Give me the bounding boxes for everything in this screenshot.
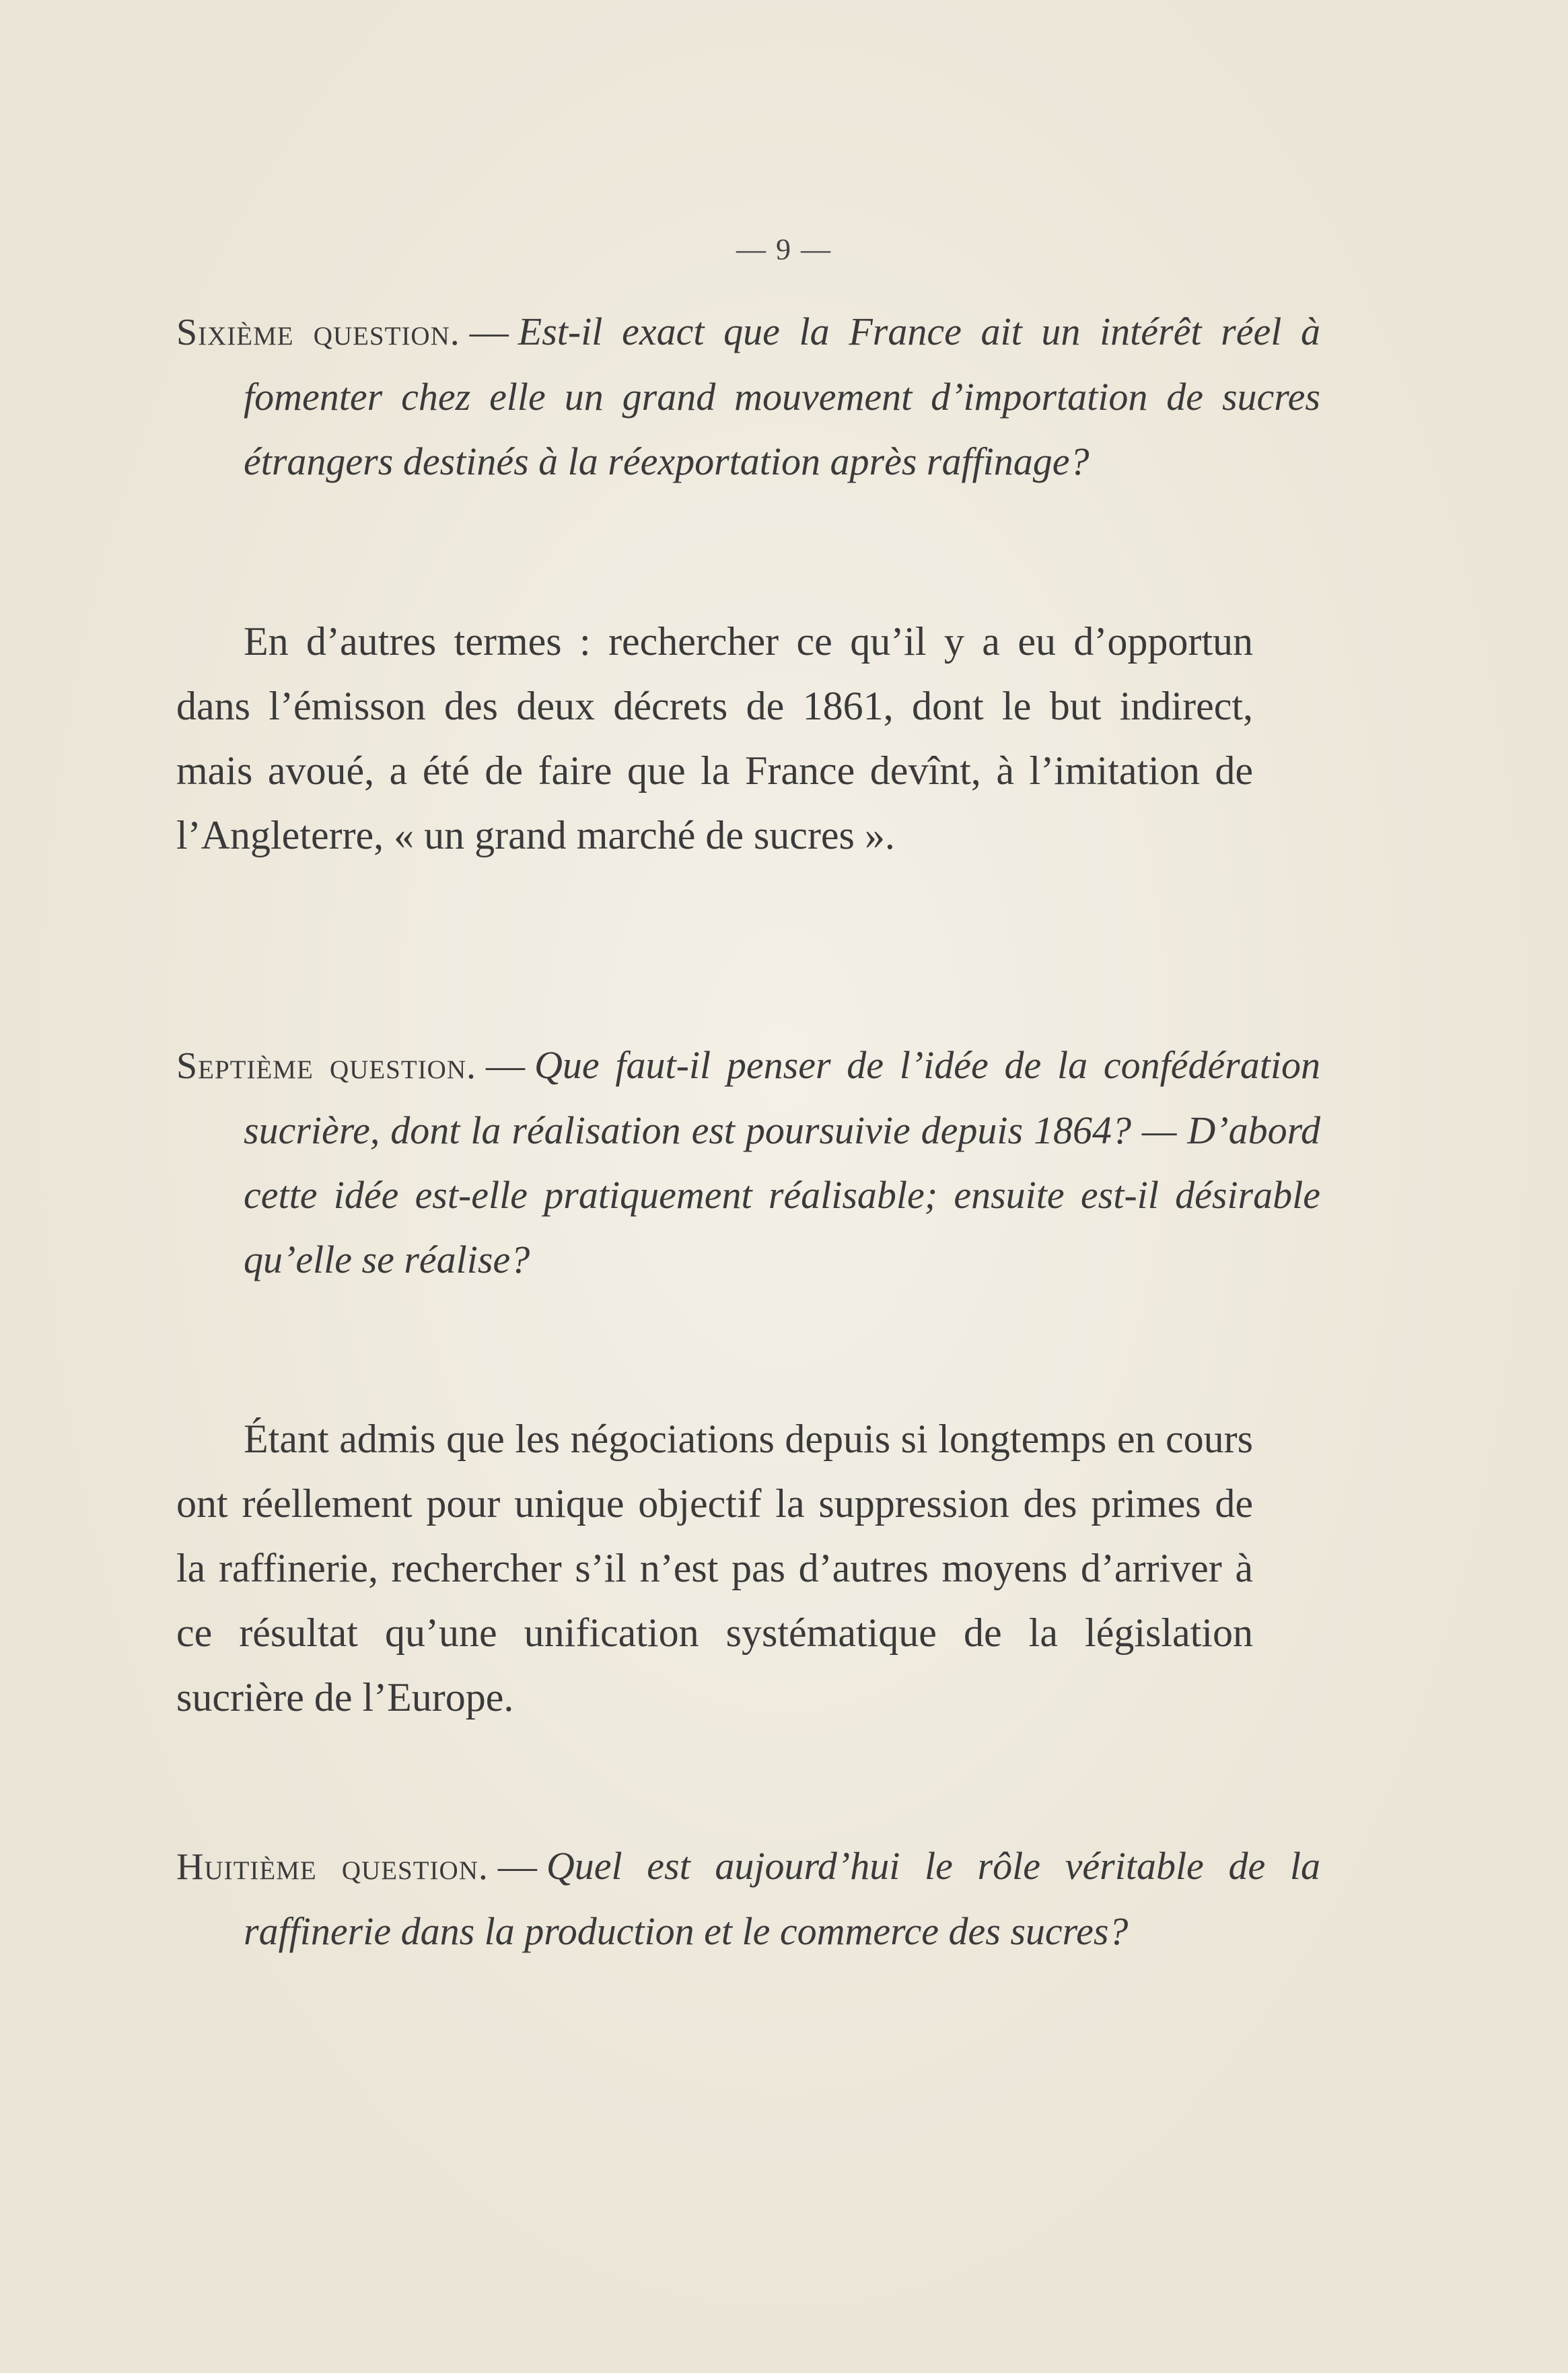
question-6-dash: —: [469, 310, 509, 353]
question-8-text: Quel est aujourd’hui le rôle véritable de la raffinerie dans la production et le commerce des sucres?: [244, 1844, 1321, 1953]
question-7-text: Que faut-il penser de l’idée de la confédération sucrière, dont la réalisation est poursuivie depuis 1864? — D’abord cette idée est-elle pratiquement réalisable; ensuite est-il désirable qu’elle se réalise?: [244, 1043, 1320, 1281]
question-6-text: Est-il exact que la France ait un intérêt réel à fomenter chez elle un grand mouvement d’importation de sucres étrangers destinés à la réexportation après raffinage?: [244, 310, 1320, 483]
question-6-heading: Sixième question.: [176, 312, 460, 353]
question-8-dash: —: [497, 1844, 537, 1888]
page-number: — 9 —: [736, 233, 832, 266]
question-6: [176, 299, 1320, 494]
question-8-heading: Huitième question.: [176, 1846, 489, 1888]
paragraph-6: En d’autres termes : rechercher ce qu’il y a eu d’opportun dans l’émisson des deux décrets de 1861, dont le but indirect, mais avoué, a été de faire que la France devînt, à l’imitation de l’Angleterre, « un grand marché de sucres ».: [176, 619, 1253, 857]
question-7: [176, 1033, 1320, 1292]
question-8: [176, 1834, 1320, 1964]
question-7-dash: —: [486, 1043, 526, 1087]
paragraph-7: Étant admis que les négociations depuis si longtemps en cours ont réellement pour unique objectif la suppression des primes de la raffinerie, rechercher s’il n’est pas d’autres moyens d’arriver à ce résultat qu’une unification systématique de la législation sucrière de l’Europe.: [176, 1417, 1253, 1720]
question-7-heading: Septième question.: [176, 1045, 477, 1087]
